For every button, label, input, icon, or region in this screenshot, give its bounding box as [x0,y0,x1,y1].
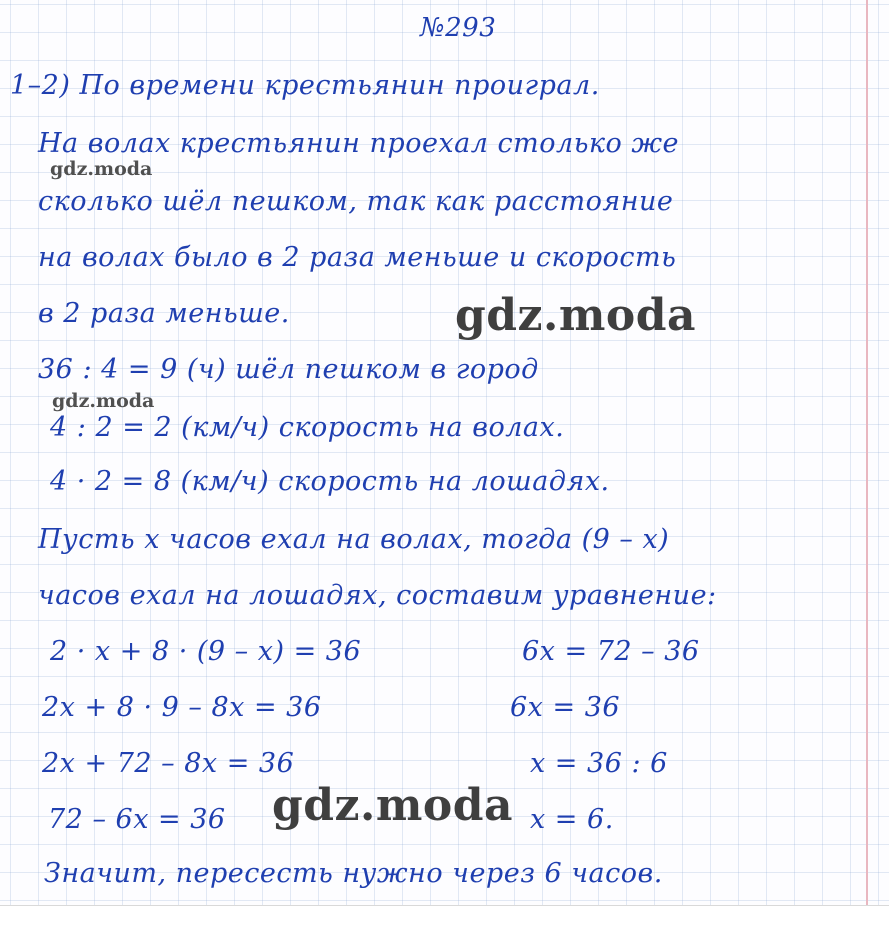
equation-left-3: 2х + 72 – 8х = 36 [42,748,295,779]
equation-left-1: 2 · х + 8 · (9 – х) = 36 [50,636,362,667]
equation-right-2: 6х = 36 [510,692,621,723]
answer-line: Значит, пересесть нужно через 6 часов. [44,858,663,889]
watermark-small-2: gdz.moda [52,390,155,412]
text-line-1: 1–2) По времени крестьянин проиграл. [10,70,600,101]
text-line-9: Пусть х часов ехал на волах, тогда (9 – х) [38,524,670,555]
equation-right-1: 6х = 72 – 36 [522,636,700,667]
equation-right-3: х = 36 : 6 [530,748,668,779]
watermark-big-1: gdz.moda [455,290,697,341]
page-bottom-edge [0,905,889,938]
text-line-8: 4 · 2 = 8 (км/ч) скорость на лошадях. [50,466,610,497]
problem-number: №293 [420,13,497,43]
text-line-4: на волах было в 2 раза меньше и скорость [38,242,677,273]
equation-left-4: 72 – 6х = 36 [48,804,226,835]
text-line-5: в 2 раза меньше. [38,298,290,329]
watermark-big-2: gdz.moda [272,780,514,831]
text-line-7: 4 : 2 = 2 (км/ч) скорость на волах. [50,412,565,443]
text-line-10: часов ехал на лошадях, составим уравнение: [38,580,717,611]
text-line-6: 36 : 4 = 9 (ч) шёл пешком в город [38,354,539,385]
text-line-3: сколько шёл пешком, так как расстояние [38,186,674,217]
margin-line [866,0,868,905]
equation-left-2: 2х + 8 · 9 – 8х = 36 [42,692,322,723]
text-line-2: На волах крестьянин проехал столько же [38,128,680,159]
watermark-small-1: gdz.moda [50,158,153,180]
equation-right-4: х = 6. [530,804,614,835]
